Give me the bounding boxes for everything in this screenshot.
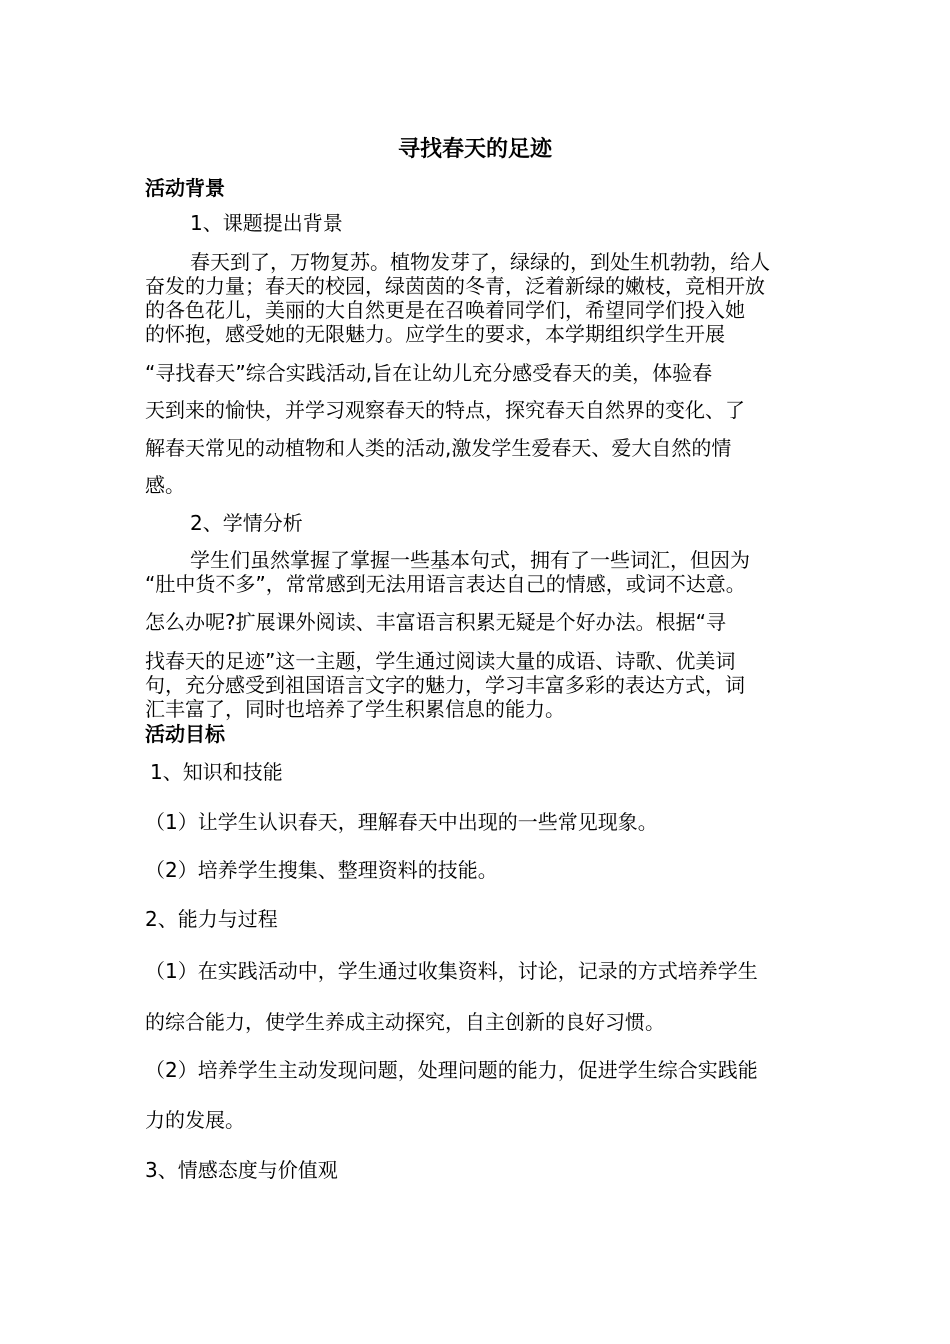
paragraph-line: 解春天常见的动植物和人类的活动,激发学生爱春天、爱大自然的情	[145, 436, 732, 460]
paragraph-line: 天到来的愉快，并学习观察春天的特点，探究春天自然界的变化、了	[145, 398, 745, 422]
paragraph-line: 的各色花儿，美丽的大自然更是在召唤着同学们，希望同学们投入她	[145, 298, 745, 322]
paragraph-line: 感。	[145, 473, 185, 497]
section-heading-goals: 活动目标	[145, 722, 225, 746]
paragraph-line: 奋发的力量；春天的校园，绿茵茵的冬青，泛着新绿的嫩枝，竞相开放	[145, 274, 765, 298]
paragraph-line: “肚中货不多”，常常感到无法用语言表达自己的情感，或词不达意。	[145, 572, 746, 596]
goal-line: 的综合能力，使学生养成主动探究，自主创新的良好习惯。	[145, 1010, 665, 1034]
goal-item: （1）让学生认识春天，理解春天中出现的一些常见现象。	[145, 810, 658, 834]
goal-knowledge-skills: 1、知识和技能	[150, 760, 283, 784]
goal-line: 力的发展。	[145, 1108, 245, 1132]
paragraph-line: 句，充分感受到祖国语言文字的魅力，学习丰富多彩的表达方式，词	[145, 673, 745, 697]
paragraph-line: 的怀抱，感受她的无限魅力。应学生的要求，本学期组织学生开展	[145, 322, 725, 346]
goal-emotion-values: 3、情感态度与价值观	[145, 1158, 338, 1182]
paragraph-line: 怎么办呢?扩展课外阅读、丰富语言积累无疑是个好办法。根据“寻	[145, 610, 726, 634]
goal-ability-process: 2、能力与过程	[145, 907, 278, 931]
paragraph-line: 学生们虽然掌握了掌握一些基本句式，拥有了一些词汇，但因为	[190, 548, 750, 572]
document-title: 寻找春天的足迹	[397, 137, 552, 162]
paragraph-line: 汇丰富了，同时也培养了学生积累信息的能力。	[145, 697, 565, 721]
paragraph-line: 找春天的足迹”这一主题，学生通过阅读大量的成语、诗歌、优美词	[145, 649, 736, 673]
goal-line: （1）在实践活动中，学生通过收集资料，讨论，记录的方式培养学生	[145, 959, 758, 983]
subheading-topic-background: 1、课题提出背景	[190, 211, 343, 235]
paragraph-line: 春天到了，万物复苏。植物发芽了，绿绿的，到处生机勃勃，给人	[190, 250, 770, 274]
goal-line: （2）培养学生主动发现问题，处理问题的能力，促进学生综合实践能	[145, 1058, 758, 1082]
goal-item: （2）培养学生搜集、整理资料的技能。	[145, 858, 498, 882]
paragraph-line: “寻找春天”综合实践活动,旨在让幼儿充分感受春天的美，体验春	[145, 361, 713, 385]
section-heading-background: 活动背景	[145, 176, 225, 200]
subheading-student-analysis: 2、学情分析	[190, 511, 303, 535]
